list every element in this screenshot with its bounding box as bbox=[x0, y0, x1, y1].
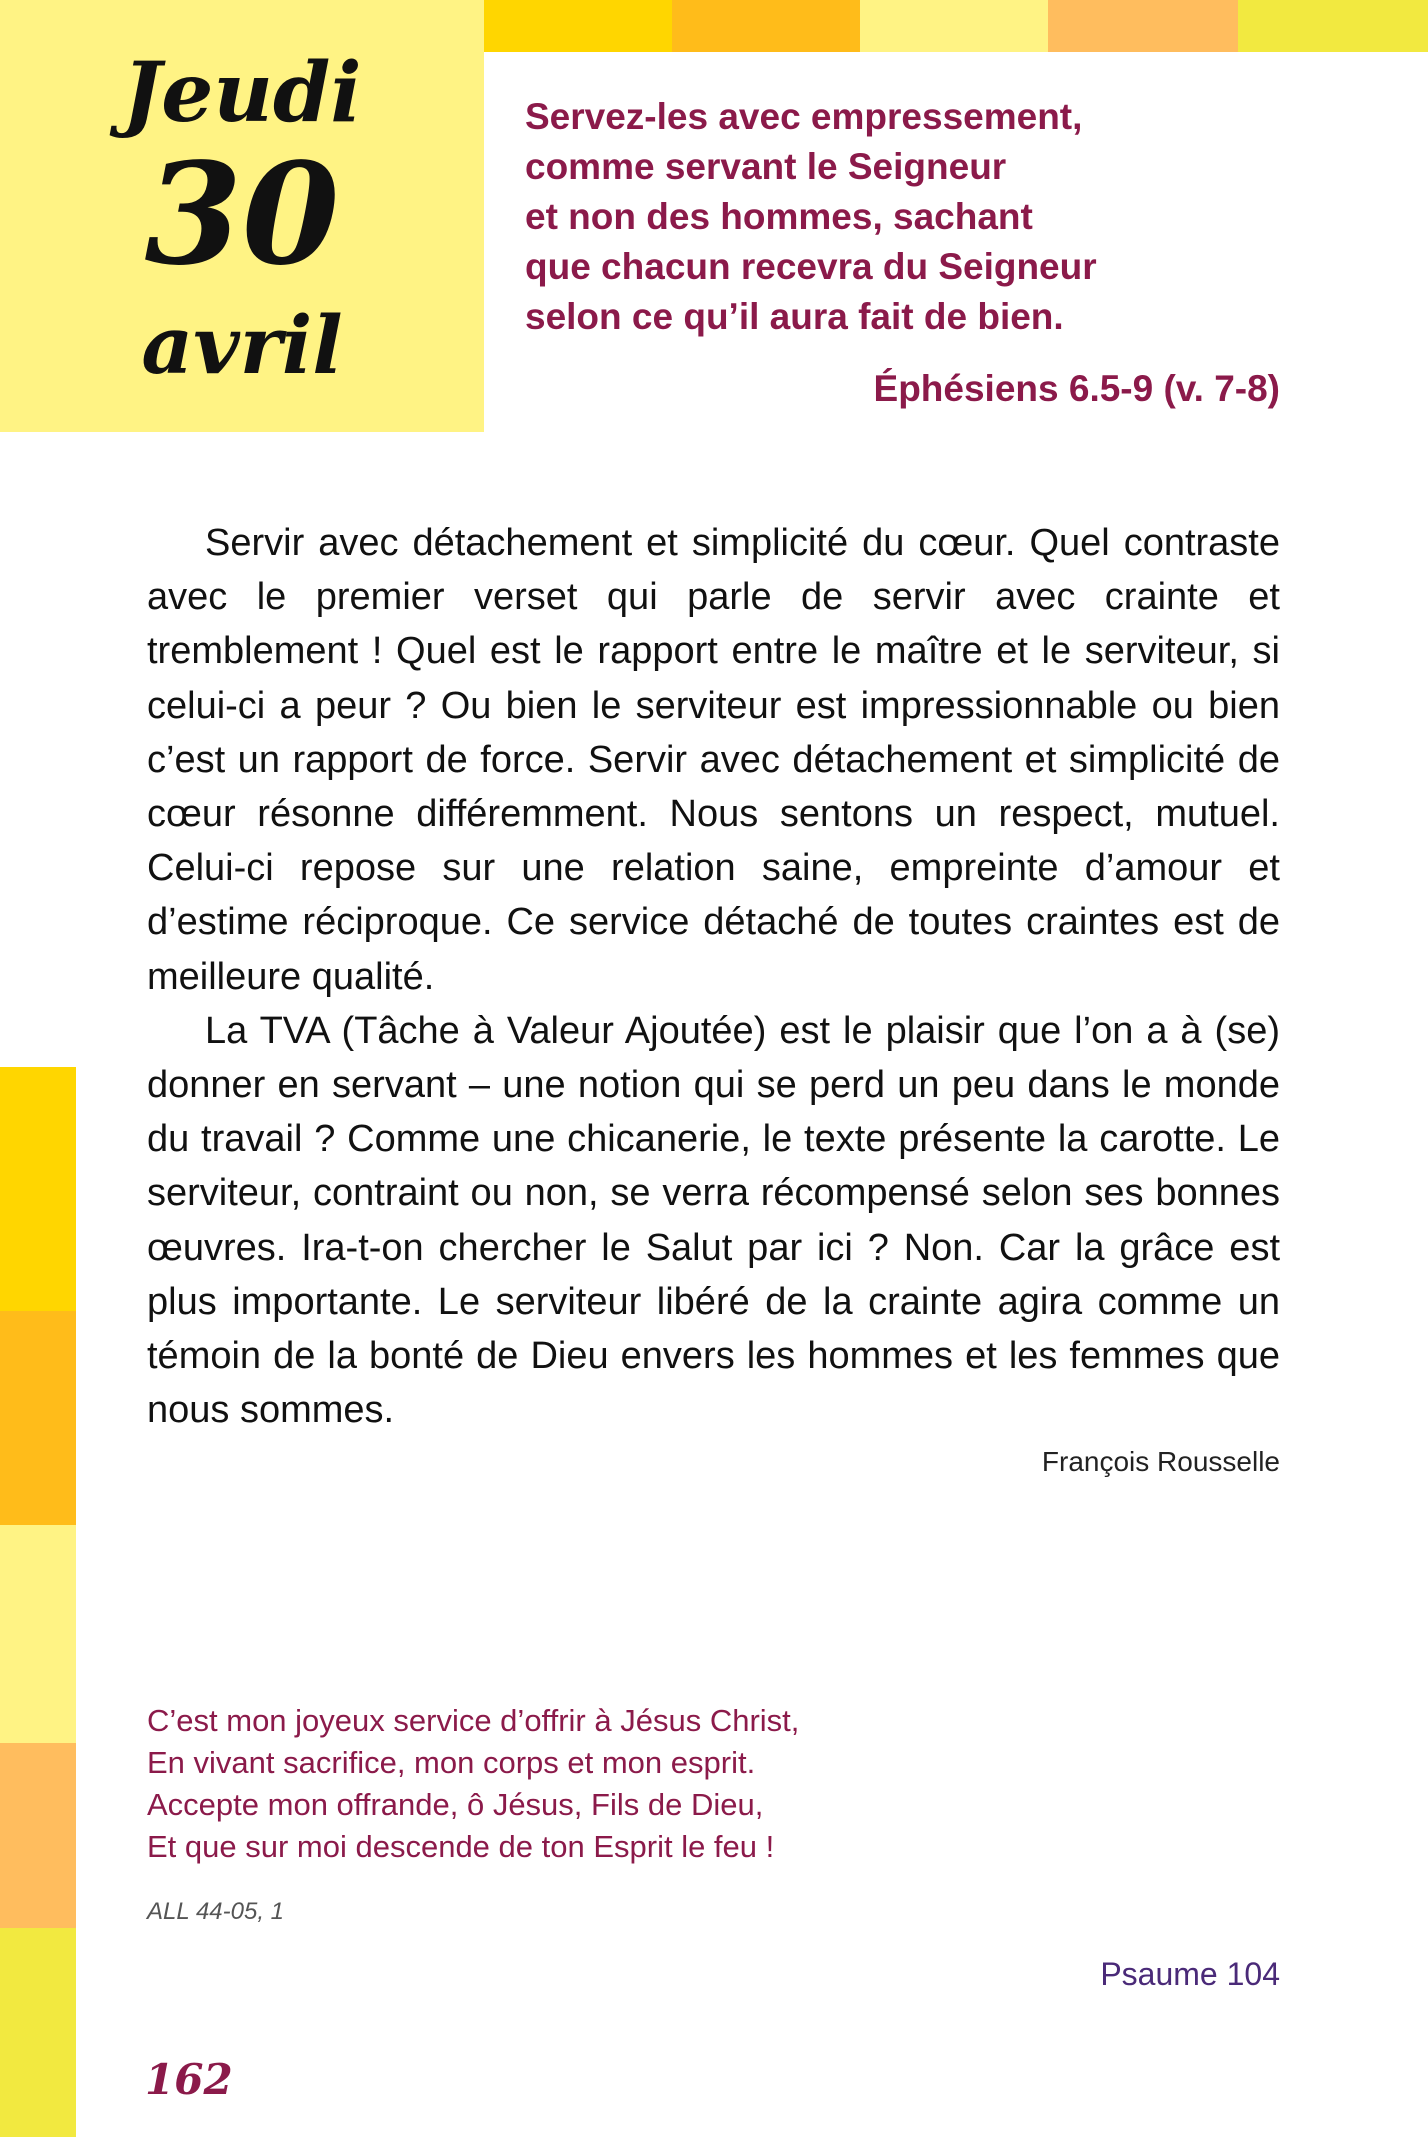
hymn-line: En vivant sacrifice, mon corps et mon esprit. bbox=[147, 1745, 756, 1780]
side-color-stripes bbox=[0, 1067, 76, 2137]
stripe-orange bbox=[672, 0, 860, 52]
verse-line: et non des hommes, sachant bbox=[525, 196, 1033, 237]
stripe-lime bbox=[1238, 0, 1428, 52]
date-month: avril bbox=[141, 298, 343, 392]
hymn-line: C’est mon joyeux service d’offrir à Jésus Christ, bbox=[147, 1703, 800, 1738]
verse-line: Servez-les avec empressement, bbox=[525, 96, 1083, 137]
hymn-code: ALL 44-05, 1 bbox=[147, 1898, 285, 1925]
stripe-peach bbox=[0, 1743, 76, 1928]
author: François Rousselle bbox=[1041, 1446, 1280, 1477]
bible-verse bbox=[525, 92, 1285, 342]
hymn-line: Accepte mon offrande, ô Jésus, Fils de Dieu, bbox=[147, 1787, 764, 1822]
verse-reference: Éphésiens 6.5-9 (v. 7-8) bbox=[873, 368, 1280, 409]
verse-line: que chacun recevra du Seigneur bbox=[525, 246, 1097, 287]
page-number: 162 bbox=[145, 2055, 233, 2104]
verse-line: selon ce qu’il aura fait de bien. bbox=[525, 296, 1064, 337]
date-block bbox=[0, 0, 484, 432]
paragraph: Servir avec détachement et simplicité du cœur. Quel contraste avec le premier verset qui parle de servir avec crainte et tremblement ! Quel est le rapport entre le maître et le serviteur, si celui-ci a peur ? Ou bien le serviteur est impressionnable ou bien c’est un rapport de force. Servir avec détachement et simplicité de cœur résonne différemment. Nous sentons un respect, mutuel. Celui-ci repose sur une relation saine, empreinte d’amour et d’estime réciproque. Ce service détaché de toutes craintes est de meilleure qualité. bbox=[147, 522, 1280, 998]
top-color-stripes bbox=[484, 0, 1428, 52]
date-weekday: Jeudi bbox=[122, 45, 362, 141]
psalm-reference: Psaume 104 bbox=[1100, 1956, 1280, 1992]
hymn-line: Et que sur moi descende de ton Esprit le feu ! bbox=[147, 1829, 775, 1864]
stripe-yellow bbox=[484, 0, 672, 52]
verse-line: comme servant le Seigneur bbox=[525, 146, 1007, 187]
stripe-orange bbox=[0, 1311, 76, 1525]
stripe-pale bbox=[0, 1525, 76, 1743]
stripe-peach bbox=[1048, 0, 1238, 52]
date-day: 30 bbox=[144, 133, 340, 297]
paragraph: La TVA (Tâche à Valeur Ajoutée) est le plaisir que l’on a à (se) donner en servant – une notion qui se perd un peu dans le monde du travail ? Comme une chicanerie, le texte présente la carotte. Le serviteur, contraint ou non, se verra récompensé selon ses bonnes œuvres. Ira-t-on chercher le Salut par ici ? Non. Car la grâce est plus importante. Le serviteur libéré de la crainte agira comme un témoin de la bonté de Dieu envers les hommes et les femmes que nous sommes. bbox=[147, 1009, 1280, 1432]
stripe-lime bbox=[0, 1928, 76, 2137]
stripe-pale bbox=[860, 0, 1048, 52]
meditation-text bbox=[147, 516, 1280, 1437]
stripe-yellow bbox=[0, 1067, 76, 1311]
hymn bbox=[147, 1700, 799, 1868]
